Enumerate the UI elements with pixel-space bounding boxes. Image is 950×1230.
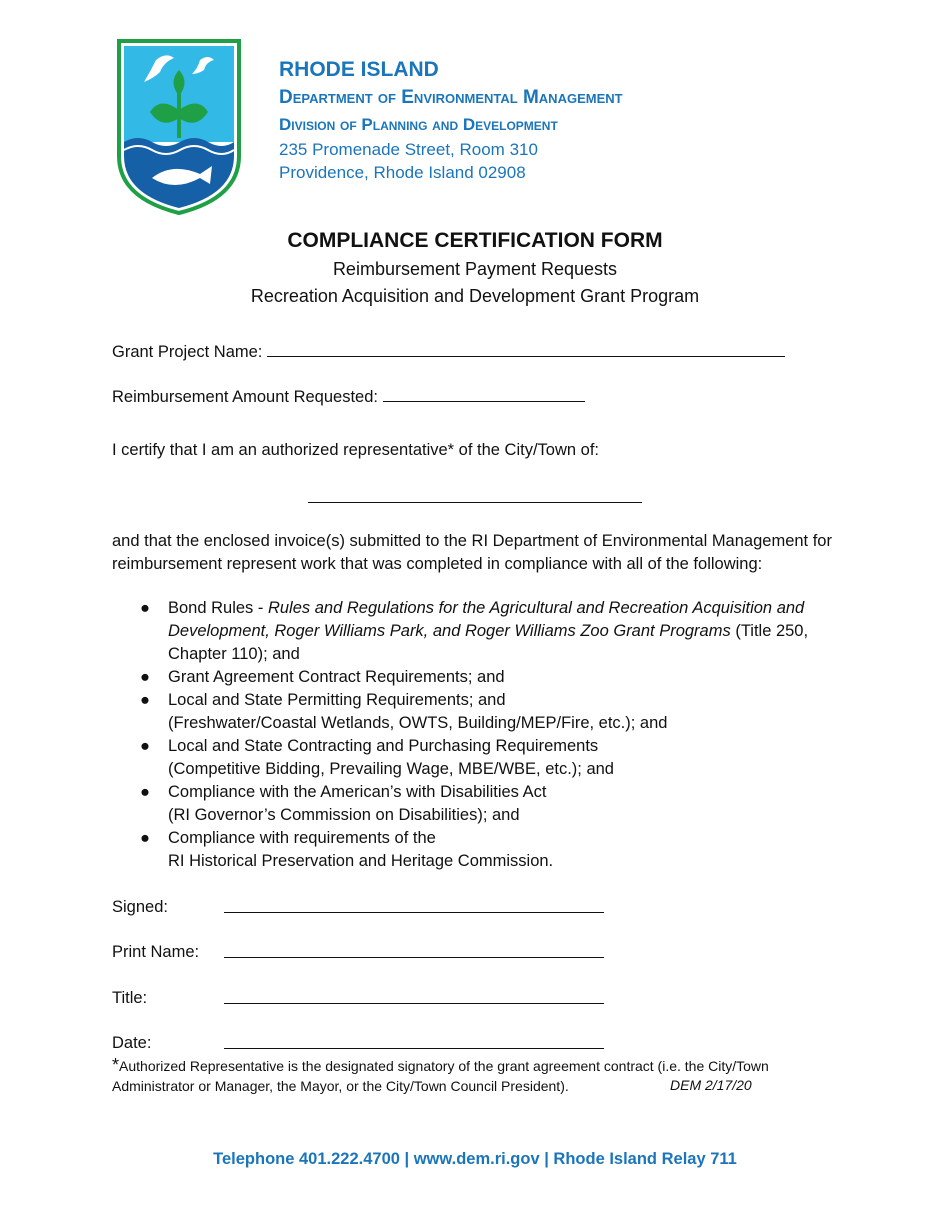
bullet-icon: ● (140, 783, 150, 801)
form-title: COMPLIANCE CERTIFICATION FORM (287, 229, 663, 252)
bullet-icon: ● (140, 737, 150, 755)
list-item (112, 781, 837, 827)
reimbursement-amount-field[interactable] (383, 385, 585, 402)
bond-rules-title: Rules and Regulations for the Agricultural and Recreation Acquisition and Development, Roger Williams Park, and Roger Williams Zoo Grant Programs (168, 599, 805, 640)
historic-requirement: Compliance with requirements of the (168, 829, 436, 847)
permitting-detail: (Freshwater/Coastal Wetlands, OWTS, Building/MEP/Fire, etc.); and (168, 714, 668, 732)
list-item (112, 689, 837, 735)
date-row (112, 1032, 224, 1054)
grant-agreement-requirement: Grant Agreement Contract Requirements; and (168, 668, 505, 686)
city-town-field[interactable] (308, 502, 642, 503)
historic-detail: RI Historical Preservation and Heritage Commission. (168, 852, 554, 870)
bond-rules-suffix: (Title 250, Chapter 110); and (168, 622, 809, 663)
list-item (112, 597, 837, 666)
grant-project-name-label: Grant Project Name: (112, 343, 263, 361)
footnote-text: Authorized Representative is the designated signatory of the grant agreement contract (i.e. the City/Town Administrator or Manager, the Mayor, or the City/Town Council President). (112, 1058, 769, 1094)
contracting-detail: (Competitive Bidding, Prevailing Wage, MBE/WBE, etc.); and (168, 760, 614, 778)
footer-contact: Telephone 401.222.4700 | www.dem.ri.gov | Rhode Island Relay 711 (213, 1150, 737, 1168)
signed-field[interactable] (224, 912, 604, 913)
form-subtitle-2: Recreation Acquisition and Development Grant Program (250, 286, 700, 306)
form-titles (0, 226, 950, 310)
permitting-requirement: Local and State Permitting Requirements; and (168, 691, 506, 709)
reimbursement-amount-row (112, 385, 585, 408)
revision-date: DEM 2/17/20 (670, 1077, 752, 1093)
state-name: RHODE ISLAND (279, 58, 439, 81)
agency-header (279, 56, 623, 184)
bullet-icon: ● (140, 599, 150, 617)
date-field[interactable] (224, 1048, 604, 1049)
date-label: Date: (112, 1034, 152, 1052)
bond-rules-prefix: Bond Rules - (168, 599, 268, 617)
print-name-field[interactable] (224, 957, 604, 958)
certify-statement: I certify that I am an authorized representative* of the City/Town of: (112, 441, 599, 459)
title-field[interactable] (224, 1003, 604, 1004)
signed-label: Signed: (112, 898, 168, 916)
signed-row (112, 896, 224, 918)
grant-project-name-row (112, 340, 785, 363)
address-line-1: 235 Promenade Street, Room 310 (279, 140, 538, 159)
bullet-icon: ● (140, 829, 150, 847)
list-item (112, 666, 837, 689)
print-name-label: Print Name: (112, 943, 200, 961)
division-name: Division of Planning and Development (279, 115, 558, 134)
contracting-requirement: Local and State Contracting and Purchasing Requirements (168, 737, 599, 755)
form-subtitle-1: Reimbursement Payment Requests (332, 259, 618, 279)
ri-dem-logo (116, 38, 242, 216)
invoice-statement: and that the enclosed invoice(s) submitted to the RI Department of Environmental Management for reimbursement represent work that was completed in compliance with all of the following: (112, 532, 832, 573)
title-label: Title: (112, 989, 148, 1007)
list-item (112, 735, 837, 781)
ada-detail: (RI Governor’s Commission on Disabilities); and (168, 806, 520, 824)
footnote-asterisk: * (112, 1055, 120, 1075)
list-item (112, 827, 837, 873)
footnote (112, 1055, 812, 1096)
reimbursement-amount-label: Reimbursement Amount Requested: (112, 388, 378, 406)
grant-project-name-field[interactable] (267, 340, 785, 357)
print-name-row (112, 941, 224, 963)
requirements-list (112, 597, 837, 873)
title-row (112, 987, 224, 1009)
bullet-icon: ● (140, 668, 150, 686)
bullet-icon: ● (140, 691, 150, 709)
ada-requirement: Compliance with the American’s with Disabilities Act (168, 783, 547, 801)
address-line-2: Providence, Rhode Island 02908 (279, 163, 526, 182)
department-name: Department of Environmental Management (279, 87, 623, 108)
